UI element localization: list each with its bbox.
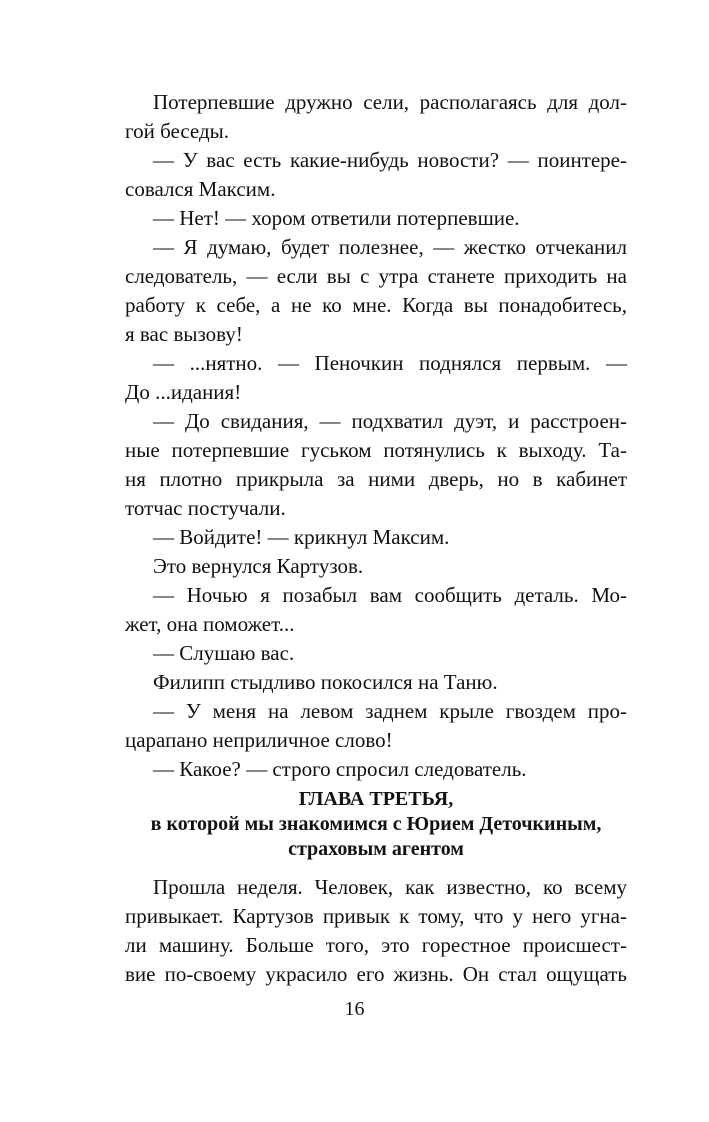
text-line: — Войдите! — крикнул Максим. (153, 525, 450, 549)
text-line: До ...идания! (125, 380, 242, 404)
text-line: Потерпевшие дружно сели, располагаясь для дол- (153, 90, 627, 114)
text-line: — Ночью я позабыл вам сообщить деталь. Мо- (153, 583, 627, 607)
text-line: привыкает. Картузов привык к тому, что у него угна- (125, 904, 627, 928)
text-line: — У вас есть какие-нибудь новости? — поинтере- (153, 148, 627, 172)
text-line: гой беседы. (125, 119, 229, 143)
text-line: работу к себе, а не ко мне. Когда вы понадобитесь, (125, 293, 627, 317)
text-line: — До свидания, — подхватил дуэт, и расстроен- (153, 409, 627, 433)
text-line: следователь, — если вы с утра станете приходить на (125, 264, 627, 288)
page-number: 16 (344, 998, 365, 1020)
chapter-title: ГЛАВА ТРЕТЬЯ, (298, 788, 454, 810)
text-line: — Нет! — хором ответили потерпевшие. (153, 206, 520, 230)
text-line: тотчас постучали. (125, 496, 286, 520)
text-line: я вас вызову! (125, 322, 243, 346)
text-line: ли машину. Больше того, это горестное происшест- (125, 933, 627, 957)
chapter-subtitle-line-2: страховым агентом (288, 838, 464, 860)
text-line: — ...нятно. — Пеночкин поднялся первым. — (153, 351, 627, 375)
text-line: жет, она поможет... (125, 612, 295, 636)
text-line: — Какое? — строго спросил следователь. (153, 757, 527, 781)
text-line: Это вернулся Картузов. (153, 554, 364, 578)
text-line: — У меня на левом заднем крыле гвоздем про- (153, 699, 627, 723)
text-line: ня плотно прикрыла за ними дверь, но в кабинет (125, 467, 627, 491)
text-line: ные потерпевшие гуськом потянулись к выходу. Та- (125, 438, 627, 462)
chapter-subtitle-line-1: в которой мы знакомимся с Юрием Деточкиным, (150, 813, 602, 835)
text-line: вие по-своему украсило его жизнь. Он стал ощущать (125, 962, 627, 986)
text-line: совался Максим. (125, 177, 276, 201)
text-line: царапано неприличное слово! (125, 728, 393, 752)
text-line: — Слушаю вас. (153, 641, 295, 665)
text-line: Прошла неделя. Человек, как известно, ко всему (153, 875, 627, 899)
text-line: Филипп стыдливо покосился на Таню. (153, 670, 498, 694)
text-line: — Я думаю, будет полезнее, — жестко отчеканил (153, 235, 627, 259)
